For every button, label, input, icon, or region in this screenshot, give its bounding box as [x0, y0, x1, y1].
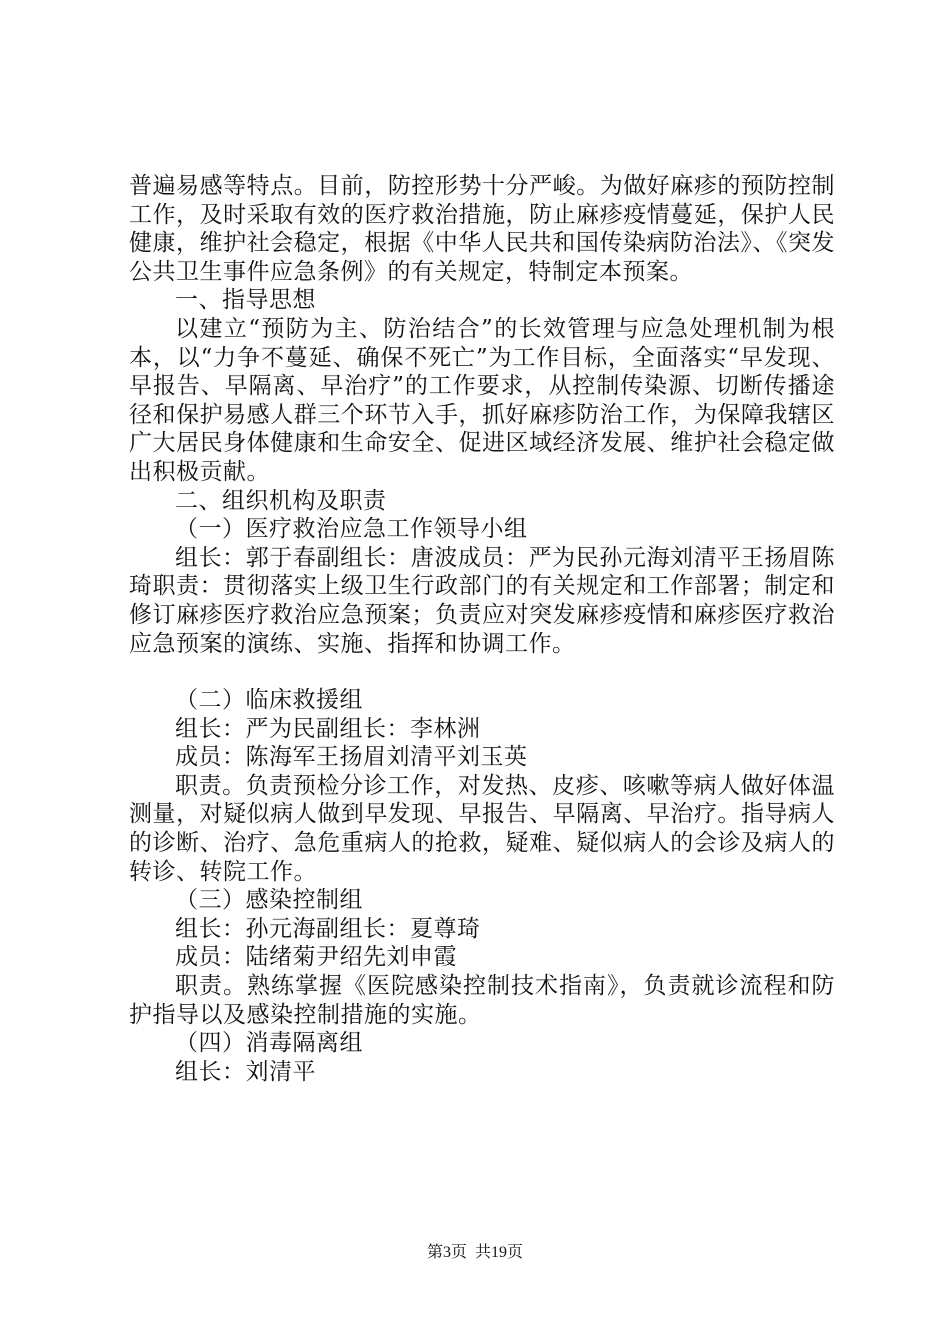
section-heading-organization: 二、组织机构及职责: [175, 487, 387, 514]
paragraph-infection-duties: 职责。熟练掌握《医院感染控制技术指南》，负责就诊流程和防护指导以及感染控制措施的实施。: [129, 973, 835, 1028]
page-number-current: 第3页: [426, 1244, 467, 1261]
subsection-heading-disinfection: （四）消毒隔离组: [175, 1030, 363, 1057]
paragraph-infection-leaders: 组长：孙元海副组长：夏尊琦: [175, 915, 481, 942]
subsection-heading-infection-control: （三）感染控制组: [175, 887, 363, 914]
paragraph-intro-continuation: 普遍易感等特点。目前，防控形势十分严峻。为做好麻疹的预防控制工作，及时采取有效的医疗救治措施，防止麻疹疫情蔓延，保护人民健康，维护社会稳定，根据《中华人民共和国传染病防治法》、《突发公共卫生事件应急条例》的有关规定，特制定本预案。: [129, 173, 835, 285]
paragraph-leadership-group: 组长：郭于春副组长：唐波成员：严为民孙元海刘清平王扬眉陈琦职责：贯彻落实上级卫生行政部门的有关规定和工作部署；制定和修订麻疹医疗救治应急预案；负责应对突发麻疹疫情和麻疹医疗救治应急预案的演练、实施、指挥和协调工作。: [129, 544, 835, 657]
paragraph-guiding-ideology: 以建立“预防为主、防治结合”的长效管理与应急处理机制为根本，以“力争不蔓延、确保不死亡”为工作目标，全面落实“早发现、早报告、早隔离、早治疗”的工作要求，从控制传染源、切断传播途径和保护易感人群三个环节入手，抓好麻疹防治工作，为保障我辖区广大居民身体健康和生命安全、促进区域经济发展、维护社会稳定做出积极贡献。: [129, 315, 835, 485]
paragraph-disinfection-leader: 组长：刘清平: [175, 1058, 316, 1085]
subsection-heading-clinical-rescue: （二）临床救援组: [175, 687, 363, 714]
subsection-heading-leadership-group: （一）医疗救治应急工作领导小组: [175, 516, 528, 543]
page-number-total: 共19页: [475, 1244, 524, 1261]
paragraph-clinical-duties: 职责。负责预检分诊工作，对发热、皮疹、咳嗽等病人做好体温测量，对疑似病人做到早发现、早报告、早隔离、早治疗。指导病人的诊断、治疗、急危重病人的抢救，疑难、疑似病人的会诊及病人的转诊、转院工作。: [129, 772, 835, 885]
document-body: [129, 172, 835, 1086]
page-footer: [0, 1243, 950, 1263]
paragraph-infection-members: 成员：陆绪菊尹绍先刘申霞: [175, 944, 457, 971]
paragraph-clinical-members: 成员：陈海军王扬眉刘清平刘玉英: [175, 744, 528, 771]
paragraph-clinical-leaders: 组长：严为民副组长：李林洲: [175, 715, 481, 742]
section-heading-guiding-ideology: 一、指导思想: [175, 287, 316, 314]
